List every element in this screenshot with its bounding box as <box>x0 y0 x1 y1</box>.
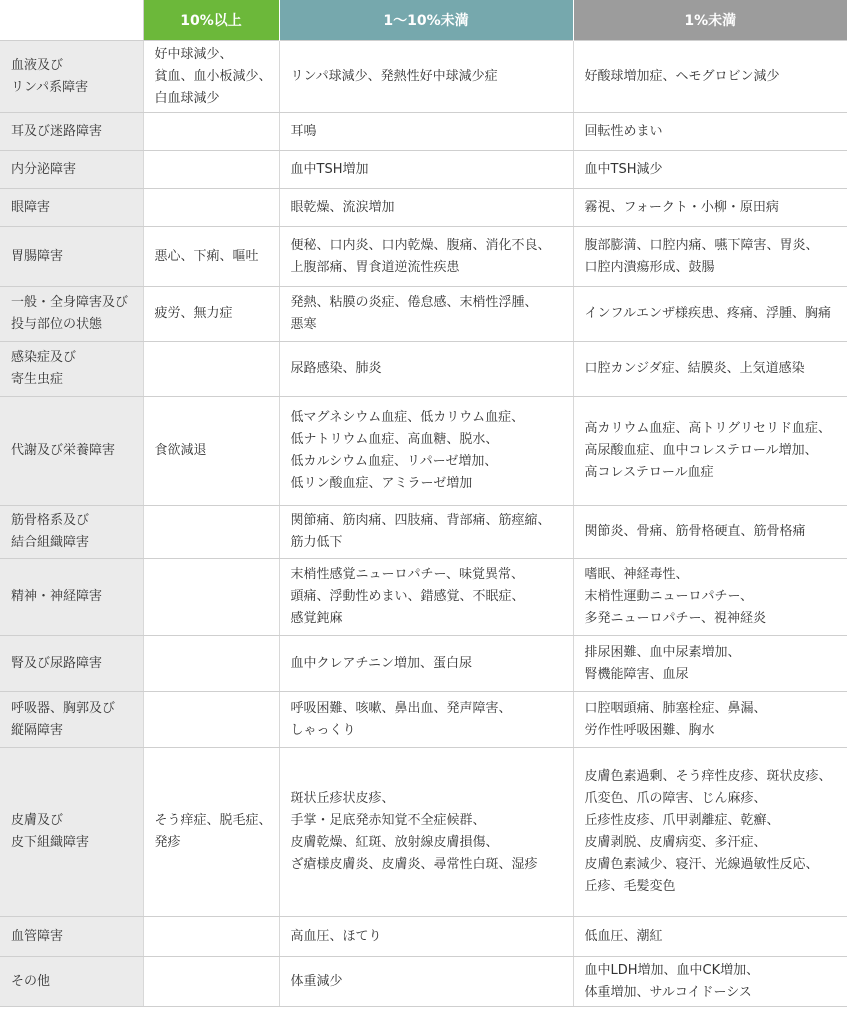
cell-1-to-10pct <box>279 287 573 342</box>
header-10pct-or-more: 10%以上 <box>143 0 279 41</box>
cell-text-line: 高尿酸血症、血中コレステロール増加、 <box>584 443 818 458</box>
cell-text-line: 多発ニューロパチー、視神経炎 <box>584 611 766 626</box>
cell-text-line: 排尿困難、血中尿素増加、 <box>584 644 741 660</box>
cell-under-1pct <box>573 41 847 113</box>
cell-text-line: 貧血、血小板減少、 <box>154 68 272 84</box>
cell-text-line: 皮膚乾燥、紅斑、放射線皮膚損傷、 <box>290 835 499 850</box>
table-row <box>0 636 847 692</box>
cell-1-to-10pct <box>279 506 573 559</box>
cell-text-line: 尿路感染、肺炎 <box>290 361 382 376</box>
cell-text-line: 血液及び <box>11 57 64 73</box>
category-cell <box>0 189 143 227</box>
cell-text-line: リンパ系障害 <box>11 79 89 95</box>
cell-text-line: 筋力低下 <box>290 535 343 550</box>
cell-text-line: 頭痛、浮動性めまい、錯感覚、不眠症、 <box>290 589 525 604</box>
cell-under-1pct <box>573 287 847 342</box>
cell-1-to-10pct <box>279 748 573 917</box>
cell-1-to-10pct <box>279 559 573 636</box>
cell-text-line: 悪寒 <box>290 317 317 332</box>
cell-text-line: 丘疹性皮疹、爪甲剥離症、乾癬、 <box>584 813 780 828</box>
cell-under-1pct <box>573 189 847 227</box>
cell-text-line: 筋骨格系及び <box>11 513 90 528</box>
cell-text-line: 腎機能障害、血尿 <box>584 666 689 682</box>
category-cell <box>0 227 143 287</box>
cell-10pct-or-more <box>143 748 279 917</box>
cell-1-to-10pct <box>279 113 573 151</box>
cell-text-line: 高カリウム血症、高トリグリセリド血症、 <box>584 421 831 436</box>
cell-1-to-10pct <box>279 342 573 397</box>
cell-text-line: 手掌・足底発赤知覚不全症候群、 <box>290 813 486 828</box>
cell-text-line: 関節炎、骨痛、筋骨格硬直、筋骨格痛 <box>584 524 806 539</box>
cell-text-line: 低リン酸血症、アミラーゼ増加 <box>290 476 473 491</box>
table-row <box>0 506 847 559</box>
category-cell <box>0 287 143 342</box>
cell-text-line: 霧視、フォークト・小柳・原田病 <box>584 199 779 215</box>
cell-text-line: 疲労、無力症 <box>154 306 233 321</box>
cell-text-line: 呼吸困難、咳嗽、鼻出血、発声障害、 <box>290 700 512 716</box>
cell-text-line: 高コレステロール血症 <box>584 465 714 480</box>
cell-text-line: リンパ球減少、発熱性好中球減少症 <box>290 68 498 84</box>
cell-10pct-or-more <box>143 957 279 1007</box>
cell-text-line: 血中LDH増加、血中CK増加、 <box>584 962 760 978</box>
cell-text-line: 一般・全身障害及び <box>11 295 129 310</box>
cell-10pct-or-more <box>143 692 279 748</box>
cell-text-line: 内分泌障害 <box>11 161 77 177</box>
table-row <box>0 227 847 287</box>
cell-10pct-or-more <box>143 397 279 506</box>
cell-text-line: 白血球減少 <box>154 90 220 106</box>
category-cell <box>0 397 143 506</box>
cell-10pct-or-more <box>143 636 279 692</box>
cell-10pct-or-more <box>143 227 279 287</box>
table-row <box>0 41 847 113</box>
cell-text-line: 爪変色、爪の障害、じん麻疹、 <box>584 791 767 806</box>
cell-10pct-or-more <box>143 287 279 342</box>
category-cell <box>0 917 143 957</box>
cell-1-to-10pct <box>279 692 573 748</box>
cell-text-line: 腹部膨満、口腔内痛、嚥下障害、胃炎、 <box>584 237 819 253</box>
cell-1-to-10pct <box>279 917 573 957</box>
cell-text-line: 回転性めまい <box>584 123 663 139</box>
cell-text-line: 口腔内潰瘍形成、鼓腸 <box>584 259 715 275</box>
cell-text-line: 皮膚及び <box>11 813 64 828</box>
category-cell <box>0 692 143 748</box>
cell-text-line: 寄生虫症 <box>11 372 64 387</box>
cell-text-line: 食欲減退 <box>154 443 207 458</box>
cell-text-line: 発疹 <box>154 835 181 850</box>
cell-10pct-or-more <box>143 41 279 113</box>
cell-text-line: 皮膚色素減少、寝汗、光線過敏性反応、 <box>584 857 819 872</box>
category-cell <box>0 748 143 917</box>
category-cell <box>0 151 143 189</box>
cell-text-line: 高血圧、ほてり <box>290 928 382 944</box>
table-row <box>0 559 847 636</box>
cell-text-line: 口腔カンジダ症、結膜炎、上気道感染 <box>584 361 805 376</box>
cell-text-line: 腎及び尿路障害 <box>11 655 103 671</box>
cell-under-1pct <box>573 506 847 559</box>
cell-10pct-or-more <box>143 506 279 559</box>
cell-text-line: 皮膚剥脱、皮膚病変、多汗症、 <box>584 835 767 850</box>
cell-text-line: 上腹部痛、胃食道逆流性疾患 <box>290 259 460 275</box>
cell-10pct-or-more <box>143 189 279 227</box>
cell-text-line: 末梢性感覚ニューロパチー、味覚異常、 <box>290 567 524 582</box>
cell-text-line: 胃腸障害 <box>11 248 64 264</box>
cell-text-line: 低カルシウム血症、リパーゼ増加、 <box>290 454 498 469</box>
category-cell <box>0 41 143 113</box>
cell-under-1pct <box>573 957 847 1007</box>
cell-under-1pct <box>573 113 847 151</box>
cell-1-to-10pct <box>279 151 573 189</box>
cell-text-line: ざ瘡様皮膚炎、皮膚炎、尋常性白斑、湿疹 <box>290 857 538 872</box>
cell-1-to-10pct <box>279 636 573 692</box>
table-row <box>0 917 847 957</box>
cell-text-line: 感覚鈍麻 <box>290 611 343 626</box>
category-cell <box>0 342 143 397</box>
header-corner <box>0 0 143 41</box>
table-row <box>0 287 847 342</box>
table-row <box>0 113 847 151</box>
header-1-to-10pct: 1～10%未満 <box>279 0 573 41</box>
table-row <box>0 748 847 917</box>
cell-1-to-10pct <box>279 227 573 287</box>
table-row <box>0 151 847 189</box>
cell-text-line: 縦隔障害 <box>11 722 64 738</box>
cell-text-line: 低血圧、潮紅 <box>584 928 663 944</box>
cell-text-line: 眼乾燥、流涙増加 <box>290 199 395 215</box>
cell-text-line: 関節痛、筋肉痛、四肢痛、背部痛、筋痙縮、 <box>290 513 551 528</box>
cell-text-line: 口腔咽頭痛、肺塞栓症、鼻漏、 <box>584 700 767 716</box>
cell-text-line: 呼吸器、胸郭及び <box>11 700 116 716</box>
cell-1-to-10pct <box>279 957 573 1007</box>
category-cell <box>0 957 143 1007</box>
table-row <box>0 189 847 227</box>
cell-text-line: 結合組織障害 <box>11 535 90 550</box>
category-cell <box>0 559 143 636</box>
cell-under-1pct <box>573 692 847 748</box>
cell-text-line: 眼障害 <box>11 199 51 215</box>
cell-1-to-10pct <box>279 189 573 227</box>
table-row <box>0 397 847 506</box>
cell-under-1pct <box>573 397 847 506</box>
cell-10pct-or-more <box>143 342 279 397</box>
cell-text-line: 投与部位の状態 <box>11 317 103 332</box>
cell-text-line: 皮膚色素過剰、そう痒性皮疹、斑状皮疹、 <box>584 769 832 784</box>
header-under-1pct: 1%未満 <box>573 0 847 41</box>
cell-text-line: 感染症及び <box>11 350 77 365</box>
cell-text-line: 低マグネシウム血症、低カリウム血症、 <box>290 410 525 425</box>
cell-text-line: 皮下組織障害 <box>11 835 90 850</box>
cell-1-to-10pct <box>279 397 573 506</box>
cell-text-line: 斑状丘疹状皮疹、 <box>290 791 395 806</box>
cell-text-line: 丘疹、毛髪変色 <box>584 879 676 894</box>
cell-under-1pct <box>573 748 847 917</box>
cell-text-line: 体重減少 <box>290 973 343 989</box>
header-row <box>0 0 847 41</box>
cell-under-1pct <box>573 227 847 287</box>
category-cell <box>0 506 143 559</box>
category-cell <box>0 636 143 692</box>
table-row <box>0 342 847 397</box>
cell-text-line: 好中球減少、 <box>154 46 233 62</box>
cell-text-line: 精神・神経障害 <box>11 589 103 604</box>
cell-10pct-or-more <box>143 559 279 636</box>
cell-text-line: 血中クレアチニン増加、蛋白尿 <box>290 655 472 671</box>
cell-text-line: インフルエンザ様疾患、疼痛、浮腫、胸痛 <box>584 306 831 321</box>
cell-under-1pct <box>573 636 847 692</box>
cell-10pct-or-more <box>143 917 279 957</box>
cell-text-line: 代謝及び栄養障害 <box>11 443 116 458</box>
cell-text-line: 悪心、下痢、嘔吐 <box>154 248 259 264</box>
cell-under-1pct <box>573 917 847 957</box>
cell-under-1pct <box>573 559 847 636</box>
cell-text-line: しゃっくり <box>290 722 356 738</box>
cell-text-line: 耳鳴 <box>290 123 317 139</box>
table-row <box>0 692 847 748</box>
cell-text-line: 血中TSH減少 <box>584 161 663 177</box>
cell-text-line: その他 <box>11 973 51 989</box>
cell-text-line: そう痒症、脱毛症、 <box>154 813 272 828</box>
cell-text-line: 好酸球増加症、ヘモグロビン減少 <box>584 68 780 84</box>
cell-text-line: 労作性呼吸困難、胸水 <box>584 722 715 738</box>
cell-under-1pct <box>573 342 847 397</box>
cell-text-line: 便秘、口内炎、口内乾燥、腹痛、消化不良、 <box>290 237 551 253</box>
cell-text-line: 血中TSH増加 <box>290 161 369 177</box>
cell-text-line: 血管障害 <box>11 928 64 944</box>
table-row <box>0 957 847 1007</box>
cell-1-to-10pct <box>279 41 573 113</box>
cell-text-line: 末梢性運動ニューロパチー、 <box>584 589 753 604</box>
cell-text-line: 低ナトリウム血症、高血糖、脱水、 <box>290 432 499 447</box>
cell-text-line: 体重増加、サルコイドーシス <box>584 984 752 1000</box>
cell-10pct-or-more <box>143 113 279 151</box>
cell-under-1pct <box>573 151 847 189</box>
category-cell <box>0 113 143 151</box>
cell-text-line: 耳及び迷路障害 <box>11 123 103 139</box>
cell-text-line: 発熱、粘膜の炎症、倦怠感、末梢性浮腫、 <box>290 295 538 310</box>
cell-10pct-or-more <box>143 151 279 189</box>
cell-text-line: 嗜眠、神経毒性、 <box>584 567 689 582</box>
